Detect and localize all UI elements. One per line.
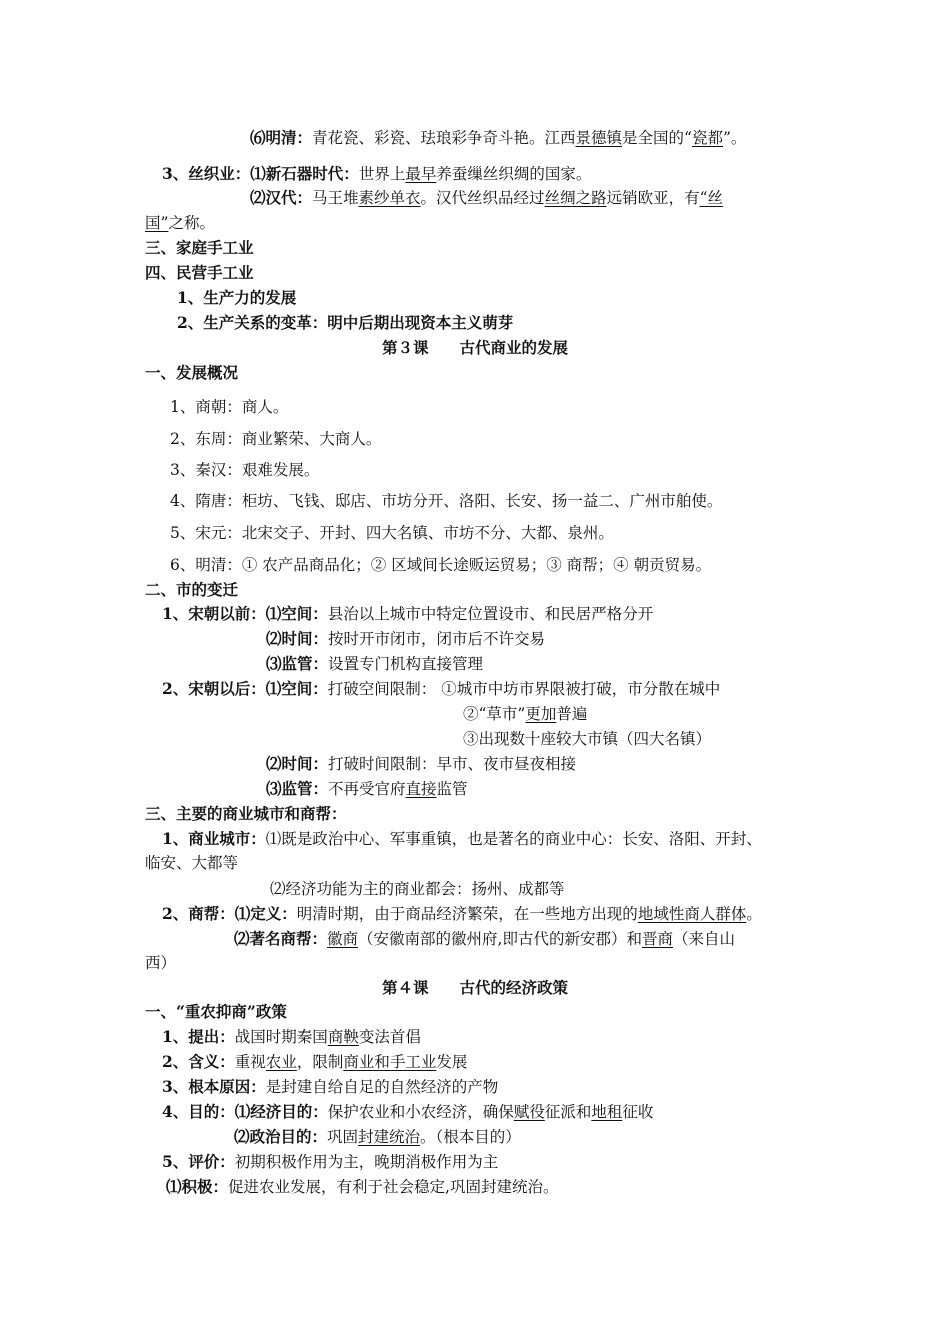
market-before-song-space: 1、宋朝以前：⑴空间：县治以上城市中特定位置设市、和民居严格分开	[162, 604, 654, 623]
line-silk-country: 国”之称。	[145, 214, 215, 232]
market-before-song-supervision: ⑶监管：设置专门机构直接管理	[266, 654, 484, 673]
market-after-song-caoshi: ②“草市”更加普遍	[463, 705, 588, 723]
market-before-song-time: ⑵时间：按时开市闭市，闭市后不许交易	[266, 629, 546, 648]
heading-household-handicraft: 三、家庭手工业	[145, 238, 254, 257]
heading-agriculture-policy: 一、“重农抑商”政策	[145, 1002, 287, 1021]
market-after-song-time: ⑵时间：打破时间限制：早市、夜市昼夜相接	[266, 754, 577, 773]
policy-meaning: 2、含义：重视农业，限制商业和手工业发展	[162, 1052, 468, 1071]
merchant-groups-definition: 2、商帮：⑴定义：明清时期，由于商品经济繁荣，在一些地方出现的地域性商人群体。	[162, 904, 762, 923]
merchant-groups-famous: ⑵著名商帮：徽商（安徽南部的徽州府,即古代的新安郡）和晋商（来自山	[234, 929, 735, 948]
lesson-3-title: 第３课 古代商业的发展	[381, 338, 568, 357]
policy-economic-purpose: 4、目的：⑴经济目的：保护农业和小农经济，确保赋役征派和地租征收	[162, 1102, 654, 1121]
subheading-production-relations: 2、生产关系的变革：明中后期出现资本主义萌芽	[177, 313, 514, 332]
heading-development-overview: 一、发展概况	[145, 363, 239, 382]
merchant-groups-famous-cont: 西）	[145, 954, 177, 972]
overview-item-songyuan: 5、宋元：北宋交子、开封、四大名镇、市坊不分、大都、泉州。	[170, 524, 614, 542]
overview-item-dongzhou: 2、东周：商业繁荣、大商人。	[170, 430, 382, 448]
cities-economic-centers: ⑵经济功能为主的商业都会：扬州、成都等	[270, 880, 565, 898]
market-after-song-supervision: ⑶监管：不再受官府直接监管	[266, 779, 468, 798]
line-han-silk: ⑵汉代：马王堆素纱单衣。汉代丝织品经过丝绸之路远销欧亚，有“丝	[250, 188, 724, 207]
policy-political-purpose: ⑵政治目的：巩固封建统治。（根本目的）	[234, 1127, 521, 1146]
cities-political-centers-cont: 临安、大都等	[145, 854, 239, 872]
policy-root-cause: 3、根本原因：是封建自给自足的自然经济的产物	[162, 1077, 499, 1096]
subheading-productivity: 1、生产力的发展	[177, 288, 297, 307]
cities-political-centers: 1、商业城市：⑴既是政治中心、军事重镇，也是著名的商业中心：长安、洛阳、开封、	[162, 829, 762, 848]
line-ming-qing-porcelain: ⑹明清：青花瓷、彩瓷、珐琅彩争奇斗艳。江西景德镇是全国的“瓷都”。	[250, 128, 747, 147]
overview-item-qinhan: 3、秦汉：艰难发展。	[170, 461, 320, 479]
overview-item-mingqing: 6、明清：① 农产品商品化；② 区域间长途贩运贸易；③ 商帮；④ 朝贡贸易。	[170, 556, 712, 574]
lesson-4-title: 第４课 古代的经济政策	[381, 978, 568, 997]
policy-evaluation: 5、评价：初期积极作用为主，晚期消极作用为主	[162, 1152, 499, 1171]
policy-positive-effect: ⑴积极：促进农业发展，有利于社会稳定,巩固封建统治。	[166, 1177, 559, 1196]
market-after-song-towns: ③出现数十座较大市镇（四大名镇）	[463, 730, 712, 748]
policy-proposed: 1、提出：战国时期秦国商鞅变法首倡	[162, 1027, 421, 1046]
heading-commercial-cities: 三、主要的商业城市和商帮：	[145, 804, 347, 823]
market-after-song-space: 2、宋朝以后：⑴空间：打破空间限制： ①城市中坊市界限被打破，市分散在城中	[162, 679, 721, 698]
overview-item-shang: 1、商朝：商人。	[170, 398, 289, 416]
heading-private-handicraft: 四、民营手工业	[145, 263, 254, 282]
overview-item-suitang: 4、隋唐：柜坊、飞钱、邸店、市坊分开、洛阳、长安、扬一益二、广州市舶使。	[170, 492, 723, 510]
heading-market-changes: 二、市的变迁	[145, 580, 239, 599]
line-silk-industry: 3、丝织业：⑴新石器时代：世界上最早养蚕缫丝织绸的国家。	[162, 164, 592, 183]
